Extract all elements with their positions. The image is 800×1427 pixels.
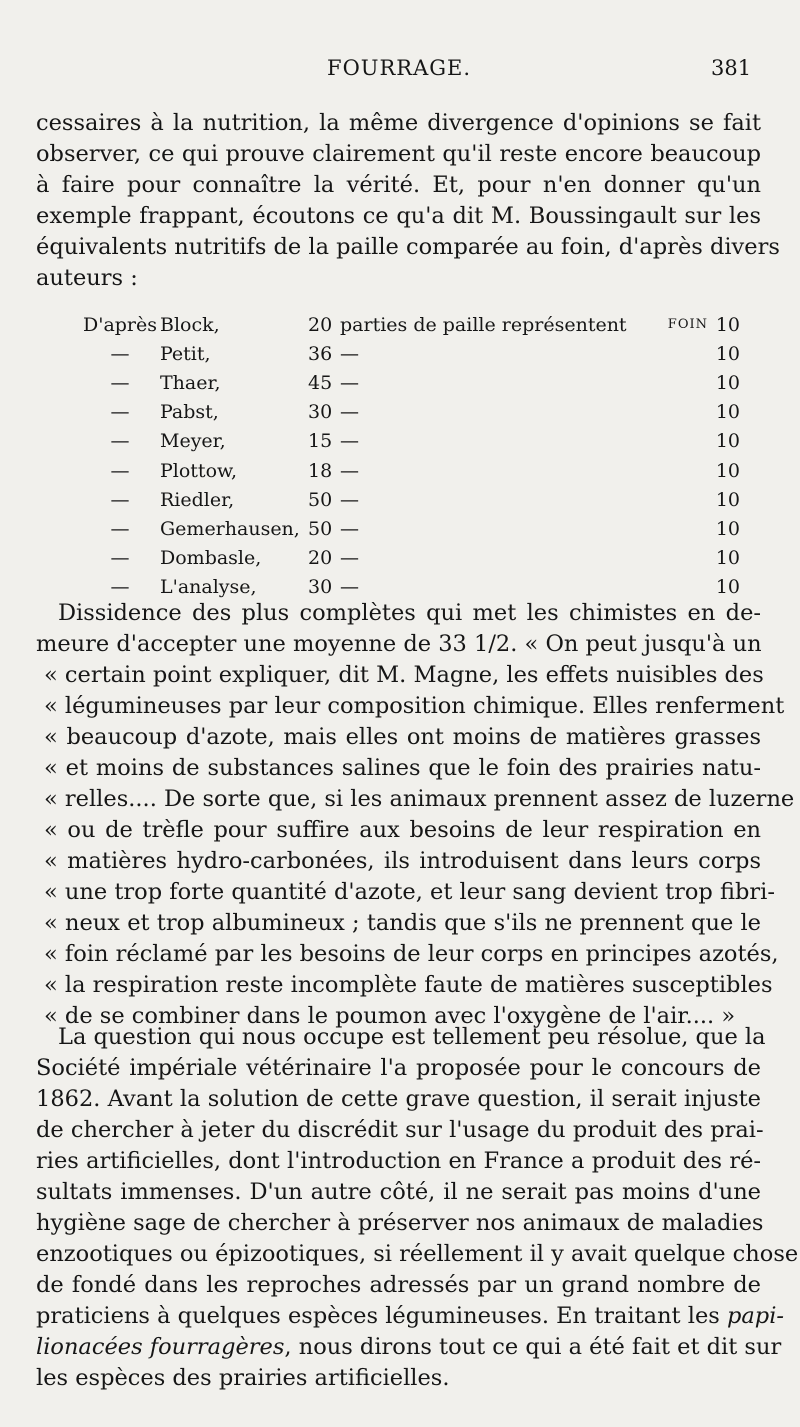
unit-label (662, 514, 708, 543)
row-description: — (340, 401, 359, 424)
table-row (80, 485, 740, 514)
author-name: Gemerhausen, (160, 517, 300, 540)
hay-value: 10 (715, 517, 740, 540)
paragraph-2 (36, 598, 795, 1032)
hay-value: 10 (715, 430, 740, 453)
text-line: Société impériale vétérinaire l'a proposée pour le concours de (36, 1055, 761, 1081)
text-line: « de se combiner dans le poumon avec l'oxygène de l'air.... » (44, 1003, 736, 1029)
row-description: — (340, 459, 359, 482)
table-row (80, 398, 740, 427)
table-row (80, 339, 740, 368)
hay-value: 10 (715, 459, 740, 482)
text-line: La question qui nous occupe est tellement peu résolue, que la (58, 1024, 766, 1050)
hay-value: 10 (715, 547, 740, 570)
straw-parts: 30 (308, 401, 333, 424)
author-name: Plottow, (160, 459, 238, 482)
table-row (80, 514, 740, 543)
italic-term: lionacées fourragères (36, 1334, 285, 1360)
page-header (0, 56, 800, 90)
hay-value: 10 (715, 342, 740, 365)
unit-label (662, 485, 708, 514)
hay-value: 10 (715, 576, 740, 599)
text-line: équivalents nutritifs de la paille comparée au foin, d'après divers (36, 234, 780, 260)
text-line: sultats immenses. D'un autre côté, il ne serait pas moins d'une (36, 1179, 761, 1205)
hay-value: 10 (715, 401, 740, 424)
unit-label (662, 398, 708, 427)
text-line: « et moins de substances salines que le foin des prairies natu- (44, 755, 761, 781)
text-line: de fondé dans les reproches adressés par un grand nombre de (36, 1272, 761, 1298)
unit-label (662, 339, 708, 368)
text-line: « certain point expliquer, dit M. Magne, les effets nuisibles des (44, 662, 764, 688)
text-line: exemple frappant, écoutons ce qu'a dit M. Boussingault sur les (36, 203, 761, 229)
text-line: « beaucoup d'azote, mais elles ont moins de matières grasses (44, 724, 761, 750)
straw-parts: 45 (308, 371, 333, 394)
page-number: 381 (711, 56, 752, 80)
text-line: « relles.... De sorte que, si les animaux prennent assez de luzerne (44, 786, 795, 812)
text-segment: , nous dirons tout ce qui a été fait et dit sur (284, 1334, 782, 1360)
text-line: « ou de trèfle pour suffire aux besoins de leur respiration en (44, 817, 761, 843)
text-line: à faire pour connaître la vérité. Et, pour n'en donner qu'un (36, 172, 761, 198)
row-prefix: D'après (82, 313, 158, 336)
table-row (80, 368, 740, 397)
text-line: observer, ce qui prouve clairement qu'il reste encore beaucoup (36, 141, 761, 167)
unit-label: FOIN (667, 317, 708, 333)
row-prefix: — (110, 430, 130, 453)
text-line: « neux et trop albumineux ; tandis que s'ils ne prennent que le (44, 910, 761, 936)
row-description: parties de paille représentent (340, 313, 627, 336)
straw-hay-equivalents-table (80, 310, 740, 602)
straw-parts: 15 (308, 430, 333, 453)
running-title: FOURRAGE. (327, 56, 472, 80)
row-description: — (340, 576, 359, 599)
text-line (36, 1332, 782, 1363)
italic-term: papi- (726, 1303, 784, 1329)
paragraph-3 (36, 1022, 799, 1394)
unit-label (662, 427, 708, 456)
row-description: — (340, 517, 359, 540)
straw-parts: 50 (308, 517, 333, 540)
text-line: les espèces des prairies artificielles. (36, 1365, 450, 1391)
unit-label (662, 368, 708, 397)
author-name: Dombasle, (160, 547, 262, 570)
row-prefix: — (110, 517, 130, 540)
straw-parts: 36 (308, 342, 333, 365)
author-name: L'analyse, (160, 576, 257, 599)
text-line: « la respiration reste incomplète faute de matières susceptibles (44, 972, 773, 998)
hay-value: 10 (715, 371, 740, 394)
text-line: « matières hydro-carbonées, ils introduisent dans leurs corps (44, 848, 761, 874)
row-description: — (340, 547, 359, 570)
text-line: « une trop forte quantité d'azote, et leur sang devient trop fibri- (44, 879, 775, 905)
author-name: Meyer, (160, 430, 226, 453)
text-line: enzootiques ou épizootiques, si réellement il y avait quelque chose (36, 1241, 799, 1267)
row-prefix: — (110, 547, 130, 570)
paragraph-1 (36, 108, 780, 294)
row-prefix: — (110, 576, 130, 599)
row-prefix: — (110, 459, 130, 482)
row-prefix: — (110, 401, 130, 424)
author-name: Block, (160, 313, 220, 336)
text-line: cessaires à la nutrition, la même divergence d'opinions se fait (36, 110, 761, 136)
text-segment: praticiens à quelques espèces légumineuses. En traitant les (36, 1303, 720, 1329)
table-row (80, 310, 740, 339)
text-line: de chercher à jeter du discrédit sur l'usage du produit des prai- (36, 1117, 764, 1143)
table-row (80, 544, 740, 573)
text-line: auteurs : (36, 265, 138, 291)
author-name: Petit, (160, 342, 211, 365)
text-line: meure d'accepter une moyenne de 33 1/2. « On peut jusqu'à un (36, 631, 762, 657)
row-prefix: — (110, 488, 130, 511)
hay-value: 10 (715, 488, 740, 511)
row-description: — (340, 371, 359, 394)
author-name: Riedler, (160, 488, 235, 511)
row-prefix: — (110, 371, 130, 394)
unit-label (662, 456, 708, 485)
author-name: Thaer, (160, 371, 221, 394)
text-line (36, 1301, 784, 1332)
text-line: « foin réclamé par les besoins de leur corps en principes azotés, (44, 941, 779, 967)
straw-parts: 20 (308, 547, 333, 570)
table-row (80, 456, 740, 485)
hay-value: 10 (715, 313, 740, 336)
straw-parts: 20 (308, 313, 333, 336)
unit-label (662, 544, 708, 573)
row-description: — (340, 430, 359, 453)
text-line: « légumineuses par leur composition chimique. Elles renferment (44, 693, 785, 719)
text-line: ries artificielles, dont l'introduction en France a produit des ré- (36, 1148, 761, 1174)
straw-parts: 30 (308, 576, 333, 599)
table-row (80, 427, 740, 456)
author-name: Pabst, (160, 401, 219, 424)
row-prefix: — (110, 342, 130, 365)
row-description: — (340, 342, 359, 365)
straw-parts: 50 (308, 488, 333, 511)
text-line: 1862. Avant la solution de cette grave question, il serait injuste (36, 1086, 761, 1112)
straw-parts: 18 (308, 459, 333, 482)
row-description: — (340, 488, 359, 511)
text-line: hygiène sage de chercher à préserver nos animaux de maladies (36, 1210, 764, 1236)
text-line: Dissidence des plus complètes qui met les chimistes en de- (58, 600, 761, 626)
